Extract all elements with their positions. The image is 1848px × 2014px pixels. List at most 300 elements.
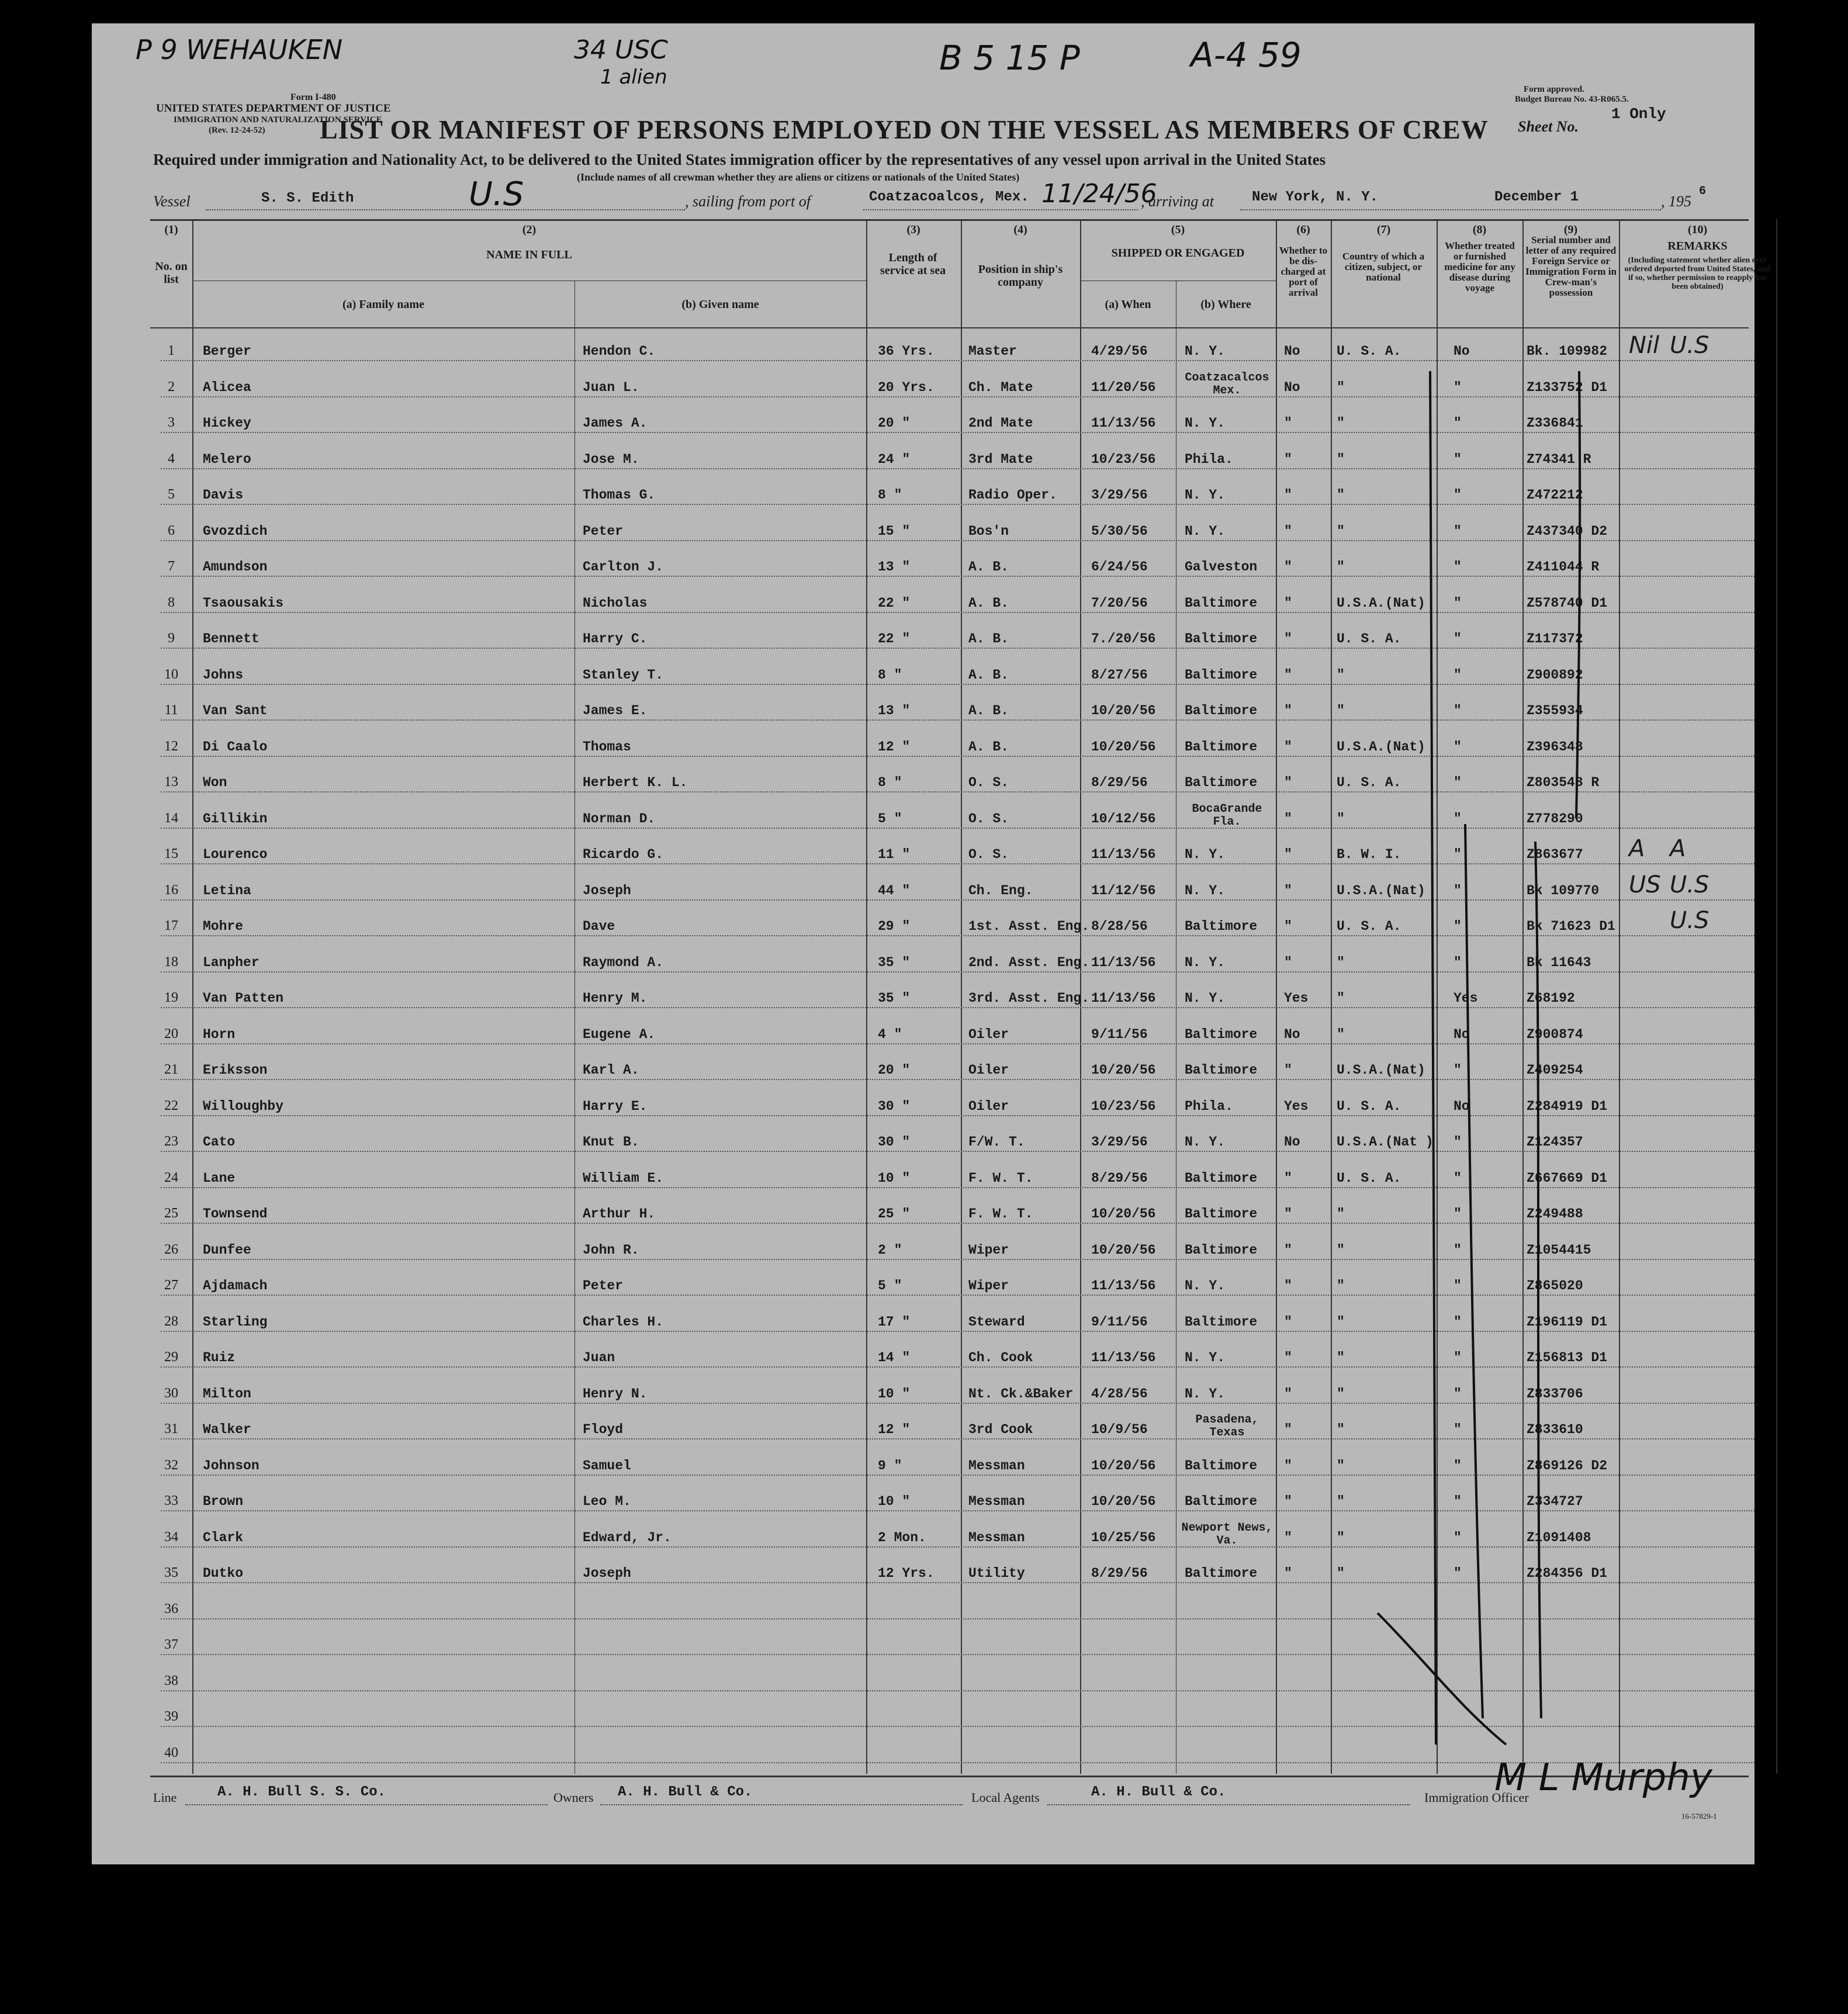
cell-treated: " xyxy=(1454,1422,1462,1437)
cell-country: " xyxy=(1337,1350,1345,1365)
cell-disch: " xyxy=(1284,1278,1292,1293)
cell-position: 3rd Cook xyxy=(968,1422,1033,1437)
cell-remarks: A xyxy=(1629,835,1645,862)
cell-where: Phila. xyxy=(1185,451,1233,467)
cell-position: Ch. Cook xyxy=(968,1350,1033,1365)
cell-n: 32 xyxy=(164,1457,178,1473)
sailing-date-handwritten: 11/24/56 xyxy=(1041,179,1157,209)
cell-when: 11/13/56 xyxy=(1091,416,1156,431)
cell-treated: " xyxy=(1454,811,1462,826)
cell-position: Messman xyxy=(968,1494,1025,1509)
year-value: 6 xyxy=(1699,185,1707,198)
cell-n: 30 xyxy=(164,1385,178,1401)
cell-serial: Bk 71623 D1 xyxy=(1527,919,1615,934)
cell-given: Henry M. xyxy=(583,991,648,1006)
cell-service: 10 " xyxy=(878,1386,911,1402)
cell-country: " xyxy=(1337,991,1345,1006)
cell-country: " xyxy=(1337,1206,1345,1221)
cell-treated: " xyxy=(1454,1386,1462,1402)
col10-note: (Including statement whether alien ever ordered deported from United States, and if so, whether permission to reapply has been obtained) xyxy=(1624,256,1771,291)
cell-country: U.S.A.(Nat) xyxy=(1337,739,1425,755)
col2-num: (2) xyxy=(522,223,537,236)
cell-serial: Z355934 xyxy=(1527,703,1583,718)
cell-disch: " xyxy=(1284,667,1292,683)
cell-service: 13 " xyxy=(878,559,911,575)
cell-when: 8/28/56 xyxy=(1091,919,1148,934)
cell-family: Hickey xyxy=(203,416,251,431)
cell-country: " xyxy=(1337,811,1345,826)
cell-n: 37 xyxy=(164,1637,178,1652)
cell-country: " xyxy=(1337,559,1345,575)
cell-where: Baltimore xyxy=(1185,1206,1258,1221)
col6-header: Whether to be dis-charged at port of arrival xyxy=(1279,245,1328,298)
cell-position: Oiler xyxy=(968,1098,1009,1114)
cell-country: " xyxy=(1337,1314,1345,1330)
cell-disch: " xyxy=(1284,775,1292,790)
cell-disch: No xyxy=(1284,379,1300,395)
cell-where: Baltimore xyxy=(1185,703,1258,718)
cell-position: Bos'n xyxy=(968,523,1009,539)
manifest-sheet xyxy=(92,23,1771,1864)
cell-where: Coatzacalcos Mex. xyxy=(1185,371,1269,397)
cell-given: Harry E. xyxy=(583,1098,648,1114)
cell-serial: Z865020 xyxy=(1527,1278,1583,1293)
cell-serial: Z1054415 xyxy=(1527,1242,1591,1258)
cell-disch: " xyxy=(1284,811,1292,826)
cell-country: " xyxy=(1337,1242,1345,1258)
cell-position: Oiler xyxy=(968,1063,1009,1078)
cell-given: Eugene A. xyxy=(583,1026,656,1042)
cell-n: 18 xyxy=(164,954,178,970)
cell-country: U. S. A. xyxy=(1337,1170,1401,1186)
cell-when: 9/11/56 xyxy=(1091,1314,1148,1330)
cell-service: 44 " xyxy=(878,883,911,898)
cell-family: Lane xyxy=(203,1170,236,1186)
cell-when: 4/28/56 xyxy=(1091,1386,1148,1402)
cell-service: 10 " xyxy=(878,1494,911,1509)
budget-number: Budget Bureau No. 43-R065.5. xyxy=(1515,95,1629,104)
cell-family: Johns xyxy=(203,667,244,683)
cell-where: Baltimore xyxy=(1185,631,1258,646)
cell-serial: Z778290 xyxy=(1527,811,1583,826)
cell-treated: " xyxy=(1454,667,1462,683)
cell-where: Baltimore xyxy=(1185,1063,1258,1078)
cell-service: 5 " xyxy=(878,811,902,826)
cell-given: Leo M. xyxy=(583,1494,631,1509)
cell-when: 8/29/56 xyxy=(1091,775,1148,790)
cell-country: " xyxy=(1337,487,1345,503)
cell-treated: " xyxy=(1454,416,1462,431)
page-subtitle: Required under immigration and Nationality Act, to be delivered to the United States immigration officer by the representatives of any vessel upon arrival in the United States xyxy=(153,151,1326,168)
cell-serial: Z833610 xyxy=(1527,1422,1583,1437)
cell-where: Baltimore xyxy=(1185,1170,1258,1186)
cell-treated: " xyxy=(1454,883,1462,898)
cell-where: N. Y. xyxy=(1185,991,1226,1006)
cell-service: 25 " xyxy=(878,1206,911,1221)
cell-when: 9/11/56 xyxy=(1091,1026,1148,1042)
cell-where: Baltimore xyxy=(1185,775,1258,790)
cell-where: N. Y. xyxy=(1185,344,1226,359)
cell-country: " xyxy=(1337,667,1345,683)
cell-service: 29 " xyxy=(878,919,911,934)
cell-family: Tsaousakis xyxy=(203,595,284,611)
page-title: LIST OR MANIFEST OF PERSONS EMPLOYED ON THE VESSEL AS MEMBERS OF CREW xyxy=(320,115,1489,144)
cell-when: 8/29/56 xyxy=(1091,1170,1148,1186)
cell-disch: Yes xyxy=(1284,1098,1309,1114)
col7-header: Country of which a citizen, subject, or national xyxy=(1342,251,1425,283)
cell-service: 15 " xyxy=(878,523,911,539)
sheet-value: 1 Only xyxy=(1611,105,1666,123)
cell-when: 11/13/56 xyxy=(1091,991,1156,1006)
cell-country: " xyxy=(1337,1566,1345,1581)
cell-given: Edward, Jr. xyxy=(583,1529,672,1545)
cell-where: Pasadena, Texas xyxy=(1195,1413,1259,1439)
handwritten-crew-count: 34 USC xyxy=(574,35,668,65)
col5b-header: (b) Where xyxy=(1200,298,1251,311)
cell-n: 14 xyxy=(164,810,178,826)
cell-when: 10/20/56 xyxy=(1091,1494,1156,1509)
cell-serial: Z124357 xyxy=(1527,1134,1583,1150)
cell-position: A. B. xyxy=(968,703,1009,718)
cell-family: Townsend xyxy=(203,1206,268,1221)
cell-serial: Bk 109770 xyxy=(1527,883,1600,898)
cell-family: Van Patten xyxy=(203,991,284,1006)
handwritten-check-lines xyxy=(92,23,1754,1864)
cell-position: Steward xyxy=(968,1314,1025,1330)
cell-service: 9 " xyxy=(878,1458,902,1473)
cell-country: " xyxy=(1337,954,1345,970)
col8-header: Whether treated or furnished medicine for any disease during voyage xyxy=(1444,240,1515,293)
cell-serial: Z869126 D2 xyxy=(1527,1458,1608,1473)
cell-where: N. Y. xyxy=(1185,1386,1226,1402)
cell-serial: Z1091408 xyxy=(1527,1529,1591,1545)
cell-service: 4 " xyxy=(878,1026,902,1042)
cell-family: Cato xyxy=(203,1134,236,1150)
cell-n: 25 xyxy=(164,1206,178,1221)
cell-service: 2 " xyxy=(878,1242,902,1258)
cell-country: U.S.A.(Nat) xyxy=(1337,595,1425,611)
cell-where: Galveston xyxy=(1185,559,1258,575)
cell-given: Samuel xyxy=(583,1458,631,1473)
cell-country: " xyxy=(1337,523,1345,539)
revision: (Rev. 12-24-52) xyxy=(209,126,265,135)
cell-given: Henry N. xyxy=(583,1386,648,1402)
cell-when: 10/20/56 xyxy=(1091,1242,1156,1258)
cell-disch: " xyxy=(1284,1063,1292,1078)
cell-family: Willoughby xyxy=(203,1098,284,1114)
col2b-header: (b) Given name xyxy=(681,298,759,311)
print-code: 16-57829-1 xyxy=(1681,1812,1717,1821)
cell-treated: " xyxy=(1454,1278,1462,1293)
cell-serial: Z284919 D1 xyxy=(1527,1098,1608,1114)
cell-serial: Z196119 D1 xyxy=(1527,1314,1608,1330)
col6-num: (6) xyxy=(1296,223,1310,236)
cell-service: 20 Yrs. xyxy=(878,379,935,395)
cell-when: 10/25/56 xyxy=(1091,1529,1156,1545)
sailing-label: , sailing from port of xyxy=(685,193,811,210)
cell-disch: " xyxy=(1284,451,1292,467)
cell-position: F. W. T. xyxy=(968,1170,1033,1186)
cell-treated: No xyxy=(1454,344,1470,359)
cell-where: Baltimore xyxy=(1185,1458,1258,1473)
cell-family: Horn xyxy=(203,1026,236,1042)
cell-treated: " xyxy=(1454,523,1462,539)
cell-when: 11/13/56 xyxy=(1091,847,1156,862)
cell-n: 40 xyxy=(164,1745,178,1760)
cell-treated: " xyxy=(1454,1134,1462,1150)
cell-disch: " xyxy=(1284,1458,1292,1473)
cell-n: 4 xyxy=(168,451,175,466)
cell-where: N. Y. xyxy=(1185,954,1226,970)
cell-position: Wiper xyxy=(968,1242,1009,1258)
cell-disch: " xyxy=(1284,1566,1292,1581)
cell-serial: Z396348 xyxy=(1527,739,1583,755)
cell-remarks: Nil xyxy=(1629,332,1660,359)
cell-n: 13 xyxy=(164,774,178,790)
cell-country: " xyxy=(1337,1386,1345,1402)
col10-num: (10) xyxy=(1687,223,1708,236)
cell-service: 20 " xyxy=(878,416,911,431)
cell-given: John R. xyxy=(583,1242,639,1258)
cell-service: 14 " xyxy=(878,1350,911,1365)
cell-n: 28 xyxy=(164,1313,178,1329)
cell-family: Ruiz xyxy=(203,1350,236,1365)
officer-label: Immigration Officer xyxy=(1424,1790,1529,1805)
cell-position: 3rd. Asst. Eng. xyxy=(968,991,1090,1006)
cell-disch: " xyxy=(1284,739,1292,755)
cell-n: 12 xyxy=(164,738,178,754)
cell-where: Baltimore xyxy=(1185,1494,1258,1509)
cell-n: 27 xyxy=(164,1278,178,1293)
cell-serial: Z249488 xyxy=(1527,1206,1583,1221)
cell-disch: " xyxy=(1284,631,1292,646)
cell-where: N. Y. xyxy=(1185,1134,1226,1150)
cell-given: Floyd xyxy=(583,1422,624,1437)
cell-when: 3/29/56 xyxy=(1091,1134,1148,1150)
cell-serial: Z334727 xyxy=(1527,1494,1583,1509)
cell-serial: Z803548 R xyxy=(1527,775,1600,790)
cell-n: 15 xyxy=(164,846,178,861)
col10-header: REMARKS xyxy=(1667,240,1728,252)
cell-where: Baltimore xyxy=(1185,739,1258,755)
cell-n: 38 xyxy=(164,1673,178,1688)
cell-family: Brown xyxy=(203,1494,244,1509)
cell-where: Baltimore xyxy=(1185,1026,1258,1042)
service: IMMIGRATION AND NATURALIZATION SERVICE xyxy=(174,115,382,124)
cell-family: Dunfee xyxy=(203,1242,251,1258)
cell-given: Raymond A. xyxy=(583,954,664,970)
cell-given: Hendon C. xyxy=(583,344,656,359)
cell-n: 19 xyxy=(164,990,178,1005)
cell-n: 29 xyxy=(164,1349,178,1365)
cell-serial: Z900874 xyxy=(1527,1026,1583,1042)
line-value: A. H. Bull S. S. Co. xyxy=(217,1784,386,1800)
cell-treated: " xyxy=(1454,919,1462,934)
cell-position: O. S. xyxy=(968,775,1009,790)
cell-where: Baltimore xyxy=(1185,1242,1258,1258)
cell-n: 22 xyxy=(164,1098,178,1113)
cell-where: N. Y. xyxy=(1185,883,1226,898)
cell-n: 39 xyxy=(164,1709,178,1724)
cell-family: Clark xyxy=(203,1529,244,1545)
cell-where: Baltimore xyxy=(1185,1566,1258,1581)
cell-service: 17 " xyxy=(878,1314,911,1330)
cell-n: 23 xyxy=(164,1134,178,1149)
cell-country: U.S.A.(Nat ) xyxy=(1337,1134,1434,1150)
cell-given: Nicholas xyxy=(583,595,648,611)
cell-when: 11/13/56 xyxy=(1091,954,1156,970)
cell-given: Joseph xyxy=(583,883,631,898)
cell-disch: " xyxy=(1284,1494,1292,1509)
cell-family: Alicea xyxy=(203,379,251,395)
cell-treated: " xyxy=(1454,1242,1462,1258)
cell-country: " xyxy=(1337,451,1345,467)
cell-when: 7./20/56 xyxy=(1091,631,1156,646)
cell-serial: Z409254 xyxy=(1527,1063,1583,1078)
cell-service: 12 " xyxy=(878,1422,911,1437)
cell-n: 17 xyxy=(164,918,178,933)
col3-num: (3) xyxy=(906,223,920,236)
cell-treated: No xyxy=(1454,1098,1470,1114)
col4-num: (4) xyxy=(1013,223,1027,236)
cell-treated: No xyxy=(1454,1026,1470,1042)
cell-serial: Z900892 xyxy=(1527,667,1583,683)
col5-num: (5) xyxy=(1171,223,1185,236)
cell-n: 21 xyxy=(164,1062,178,1077)
sheet-label: Sheet No. xyxy=(1518,118,1579,135)
cell-serial: Z472212 xyxy=(1527,487,1583,503)
cell-service: 35 " xyxy=(878,991,911,1006)
cell-n: 9 xyxy=(168,631,175,646)
cell-when: 11/13/56 xyxy=(1091,1350,1156,1365)
col8-num: (8) xyxy=(1472,223,1487,236)
cell-where: Baltimore xyxy=(1185,1314,1258,1330)
cell-serial: Bk 11643 xyxy=(1527,954,1591,970)
cell-serial: Z68192 xyxy=(1527,991,1575,1006)
cell-given: Karl A. xyxy=(583,1063,639,1078)
cell-country: U.S.A.(Nat) xyxy=(1337,1063,1425,1078)
cell-position: 2nd Mate xyxy=(968,416,1033,431)
cell-when: 10/9/56 xyxy=(1091,1422,1148,1437)
cell-serial: Z833706 xyxy=(1527,1386,1583,1402)
cell-n: 7 xyxy=(168,559,175,574)
include-note: (Include names of all crewman whether they are aliens or citizens or nationals of the United States) xyxy=(577,171,1020,183)
cell-treated: " xyxy=(1454,559,1462,575)
cell-given: James E. xyxy=(583,703,648,718)
cell-treated: " xyxy=(1454,1529,1462,1545)
port-value: Coatzacoalcos, Mex. xyxy=(869,189,1029,205)
col9-header: Serial number and letter of any required Foreign Service or Immigration Form in Crew-man's possession xyxy=(1525,234,1617,298)
cell-treated: Yes xyxy=(1454,991,1478,1006)
cell-given: Thomas G. xyxy=(583,487,656,503)
cell-serial: Z284356 D1 xyxy=(1527,1566,1608,1581)
cell-when: 5/30/56 xyxy=(1091,523,1148,539)
cell-service: 22 " xyxy=(878,631,911,646)
cell-position: A. B. xyxy=(968,559,1009,575)
cell-family: Letina xyxy=(203,883,251,898)
col5-header: SHIPPED OR ENGAGED xyxy=(1111,247,1245,259)
cell-action: U.S xyxy=(1670,332,1709,359)
cell-given: Peter xyxy=(583,523,624,539)
cell-given: Peter xyxy=(583,1278,624,1293)
form-approved: Form approved. xyxy=(1524,85,1584,94)
cell-disch: " xyxy=(1284,703,1292,718)
cell-treated: " xyxy=(1454,379,1462,395)
cell-when: 4/29/56 xyxy=(1091,344,1148,359)
cell-disch: " xyxy=(1284,559,1292,575)
cell-disch: " xyxy=(1284,1350,1292,1365)
cell-when: 8/27/56 xyxy=(1091,667,1148,683)
cell-family: Starling xyxy=(203,1314,268,1330)
cell-position: A. B. xyxy=(968,631,1009,646)
vessel-name: S. S. Edith xyxy=(261,191,354,206)
cell-position: Ch. Mate xyxy=(968,379,1033,395)
year-label: , 195 xyxy=(1661,193,1691,210)
form-number: Form I-480 xyxy=(290,92,336,102)
cell-where: Phila. xyxy=(1185,1098,1233,1114)
cell-family: Van Sant xyxy=(203,703,268,718)
cell-family: Mohre xyxy=(203,919,244,934)
cell-treated: " xyxy=(1454,954,1462,970)
cell-family: Berger xyxy=(203,344,251,359)
cell-country: " xyxy=(1337,379,1345,395)
cell-n: 33 xyxy=(164,1493,178,1508)
cell-position: Utility xyxy=(968,1566,1025,1581)
cell-action: U.S xyxy=(1670,907,1709,934)
cell-position: Nt. Ck.&Baker xyxy=(968,1386,1074,1402)
cell-where: N. Y. xyxy=(1185,487,1226,503)
cell-serial: Z117372 xyxy=(1527,631,1583,646)
handwritten-b-mark: B 5 15 P xyxy=(939,38,1080,78)
cell-treated: " xyxy=(1454,739,1462,755)
cell-n: 2 xyxy=(168,379,175,395)
cell-given: Harry C. xyxy=(583,631,648,646)
cell-n: 26 xyxy=(164,1241,178,1257)
cell-service: 22 " xyxy=(878,595,911,611)
cell-when: 10/20/56 xyxy=(1091,739,1156,755)
cell-where: Baltimore xyxy=(1185,919,1258,934)
cell-country: U. S. A. xyxy=(1337,1098,1401,1114)
cell-family: Di Caalo xyxy=(203,739,268,755)
cell-service: 11 " xyxy=(878,847,911,862)
officer-signature: M L Murphy xyxy=(1494,1756,1712,1800)
cell-where: N. Y. xyxy=(1185,847,1226,862)
cell-family: Won xyxy=(203,775,227,790)
col4-header: Position in ship's company xyxy=(978,263,1063,289)
cell-position: O. S. xyxy=(968,847,1009,862)
cell-given: Arthur H. xyxy=(583,1206,656,1221)
cell-position: Ch. Eng. xyxy=(968,883,1033,898)
cell-country: " xyxy=(1337,1278,1345,1293)
cell-where: Baltimore xyxy=(1185,667,1258,683)
cell-when: 10/20/56 xyxy=(1091,703,1156,718)
cell-treated: " xyxy=(1454,1566,1462,1581)
cell-position: 2nd. Asst. Eng. xyxy=(968,954,1090,970)
cell-service: 12 " xyxy=(878,739,911,755)
cell-disch: No xyxy=(1284,1026,1300,1042)
handwritten-port-note: P 9 WEHAUKEN xyxy=(136,34,343,65)
col7-num: (7) xyxy=(1376,223,1391,236)
cell-service: 5 " xyxy=(878,1278,902,1293)
cell-where: BocaGrande Fla. xyxy=(1192,802,1262,829)
cell-treated: " xyxy=(1454,1170,1462,1186)
arriving-value: New York, N. Y. xyxy=(1252,189,1379,205)
cell-n: 31 xyxy=(164,1421,178,1437)
cell-serial: Z578740 D1 xyxy=(1527,595,1608,611)
cell-given: Ricardo G. xyxy=(583,847,664,862)
cell-when: 8/29/56 xyxy=(1091,1566,1148,1581)
cell-family: Gillikin xyxy=(203,811,268,826)
